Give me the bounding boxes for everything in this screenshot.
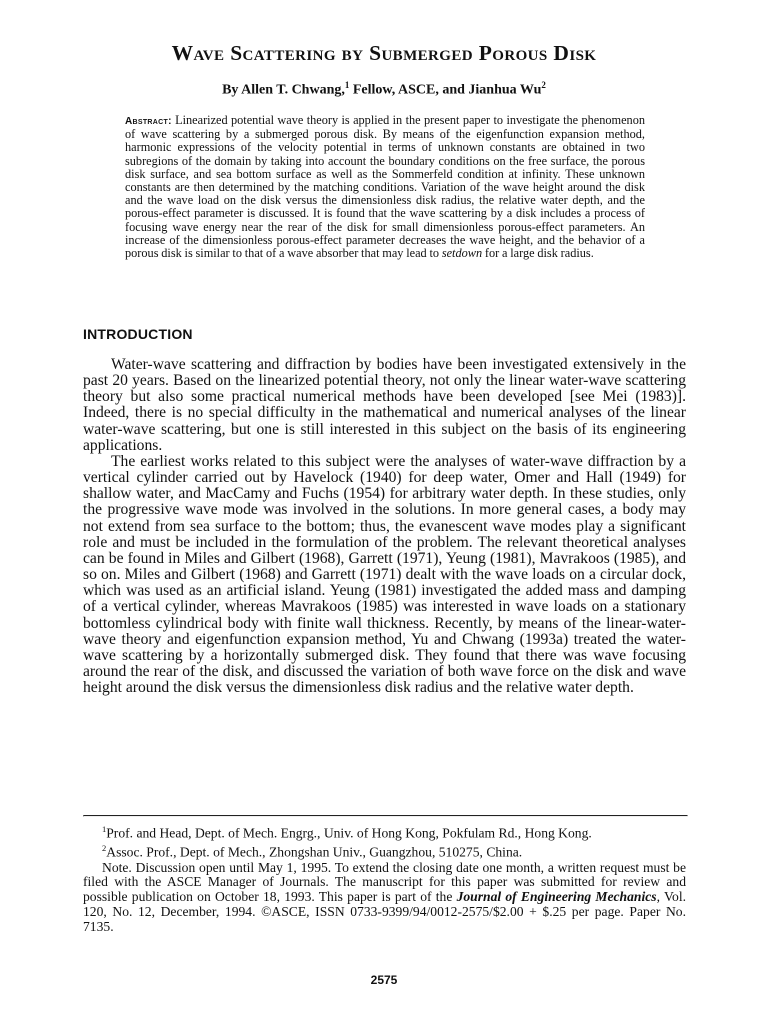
abstract-emphasis: setdown <box>441 246 483 261</box>
footnote-1 <box>83 822 686 841</box>
author-affiliation: Fellow, ASCE, and Jianhua Wu <box>349 82 542 98</box>
footnote-divider <box>83 815 688 817</box>
journal-name: Journal of Engineering Mechanics <box>456 889 657 905</box>
footnote-2-text: Assoc. Prof., Dept. of Mech., Zhongshan Univ., Guangzhou, 510275, China. <box>106 844 523 860</box>
author-names: By Allen T. Chwang, <box>222 82 345 98</box>
footnote-1-text: Prof. and Head, Dept. of Mech. Engrg., Univ. of Hong Kong, Pokfulam Rd., Hong Kong. <box>106 825 592 841</box>
abstract-text-end: for a large disk radius. <box>482 246 594 261</box>
publication-note-text: Note. Discussion open until May 1, 1995. To extend the closing date one month, a written request must be filed with the ASCE Manager of Journals. The manuscript for this paper was submitted for review and possible publication on October 18, 1993. This paper is part of the <box>83 859 686 905</box>
publication-note <box>83 861 686 935</box>
paper-title: Wave Scattering by Submerged Porous Disk <box>171 41 597 65</box>
publication-note-details: , Vol. 120, No. 12, December, 1994. ©ASCE, ISSN 0733-9399/94/0012-2575/$2.00 + $.25 per page. Paper No. 7135. <box>83 889 686 934</box>
section-heading-introduction: INTRODUCTION <box>83 326 193 342</box>
body-paragraph-1: Water-wave scattering and diffraction by bodies have been investigated extensively in the past 20 years. Based on the linearized potential theory, not only the linear water-wave scattering theory but also some practical numerical methods have been developed [see Mei (1983)]. Indeed, there is no special difficulty in the mathematical and numerical analyses of the linear water-wave scattering, but one is still interested in this subject on the basis of its engineering applications. <box>83 356 686 454</box>
footnote-2 <box>83 841 686 860</box>
footnote-2-mark: 2 <box>102 843 107 854</box>
introduction-body <box>83 357 686 696</box>
abstract-label: Abstract: <box>125 116 172 127</box>
abstract <box>125 114 645 260</box>
author-line <box>60 80 708 99</box>
page-number: 2575 <box>370 973 398 987</box>
footnote-1-mark: 1 <box>102 824 107 834</box>
author-footnote-mark-1: 1 <box>344 80 350 90</box>
author-footnote-mark-2: 2 <box>541 80 546 90</box>
footnotes <box>83 822 686 935</box>
body-paragraph-2: The earliest works related to this subject were the analyses of water-wave diffraction by a vertical cylinder carried out by Havelock (1940) for deep water, Omer and Hall (1949) for shallow water, and MacCamy and Fuchs (1954) for arbitrary water depth. In these studies, only the progressive wave mode was involved in the solutions. In more general cases, a body may not extend from sea surface to the bottom; thus, the evanescent wave modes play a significant role and must be included in the formulation of the problem. The relevant theoretical analyses can be found in Miles and Gilbert (1968), Garrett (1971), Yeung (1981), Mavrakoos (1985), and so on. Miles and Gilbert (1968) and Garrett (1971) dealt with the wave loads on a circular dock, which was used as an artificial island. Yeung (1981) investigated the added mass and damping of a vertical cylinder, whereas Mavrakoos (1985) was interested in wave loads on a stationary bottomless cylindrical body with finite wall thickness. Recently, by means of the linear-water-wave theory and eigenfunction expansion method, Yu and Chwang (1993a) treated the water-wave scattering by a horizontally submerged disk. They found that there was wave focusing around the rear of the disk, and discussed the variation of both wave force on the disk and wave height around the disk versus the dimensionless disk radius and the relative water depth. <box>83 452 686 697</box>
abstract-text: Linearized potential wave theory is applied in the present paper to investigate the phenomenon of wave scattering by a submerged porous disk. By means of the eigenfunction expansion method, harmonic expressions of the velocity potential in terms of unknown constants are obtained in two subregions of the domain by taking into account the boundary conditions on the free surface, the porous disk surface, and sea bottom surface as well as the Sommerfeld condition at infinity. These unknown constants are then determined by the matching conditions. Variation of the wave height around the disk and the wave load on the disk versus the dimensionless disk radius, the relative water depth, and the porous-effect parameter is discussed. It is found that the wave scattering by a disk includes a process of focusing wave energy near the rear of the disk for small dimensionless porous-effect parameters. An increase of the dimensionless porous-effect parameter decreases the wave height, and the behavior of a porous disk is similar to that of a wave absorber that may lead to <box>125 113 645 261</box>
